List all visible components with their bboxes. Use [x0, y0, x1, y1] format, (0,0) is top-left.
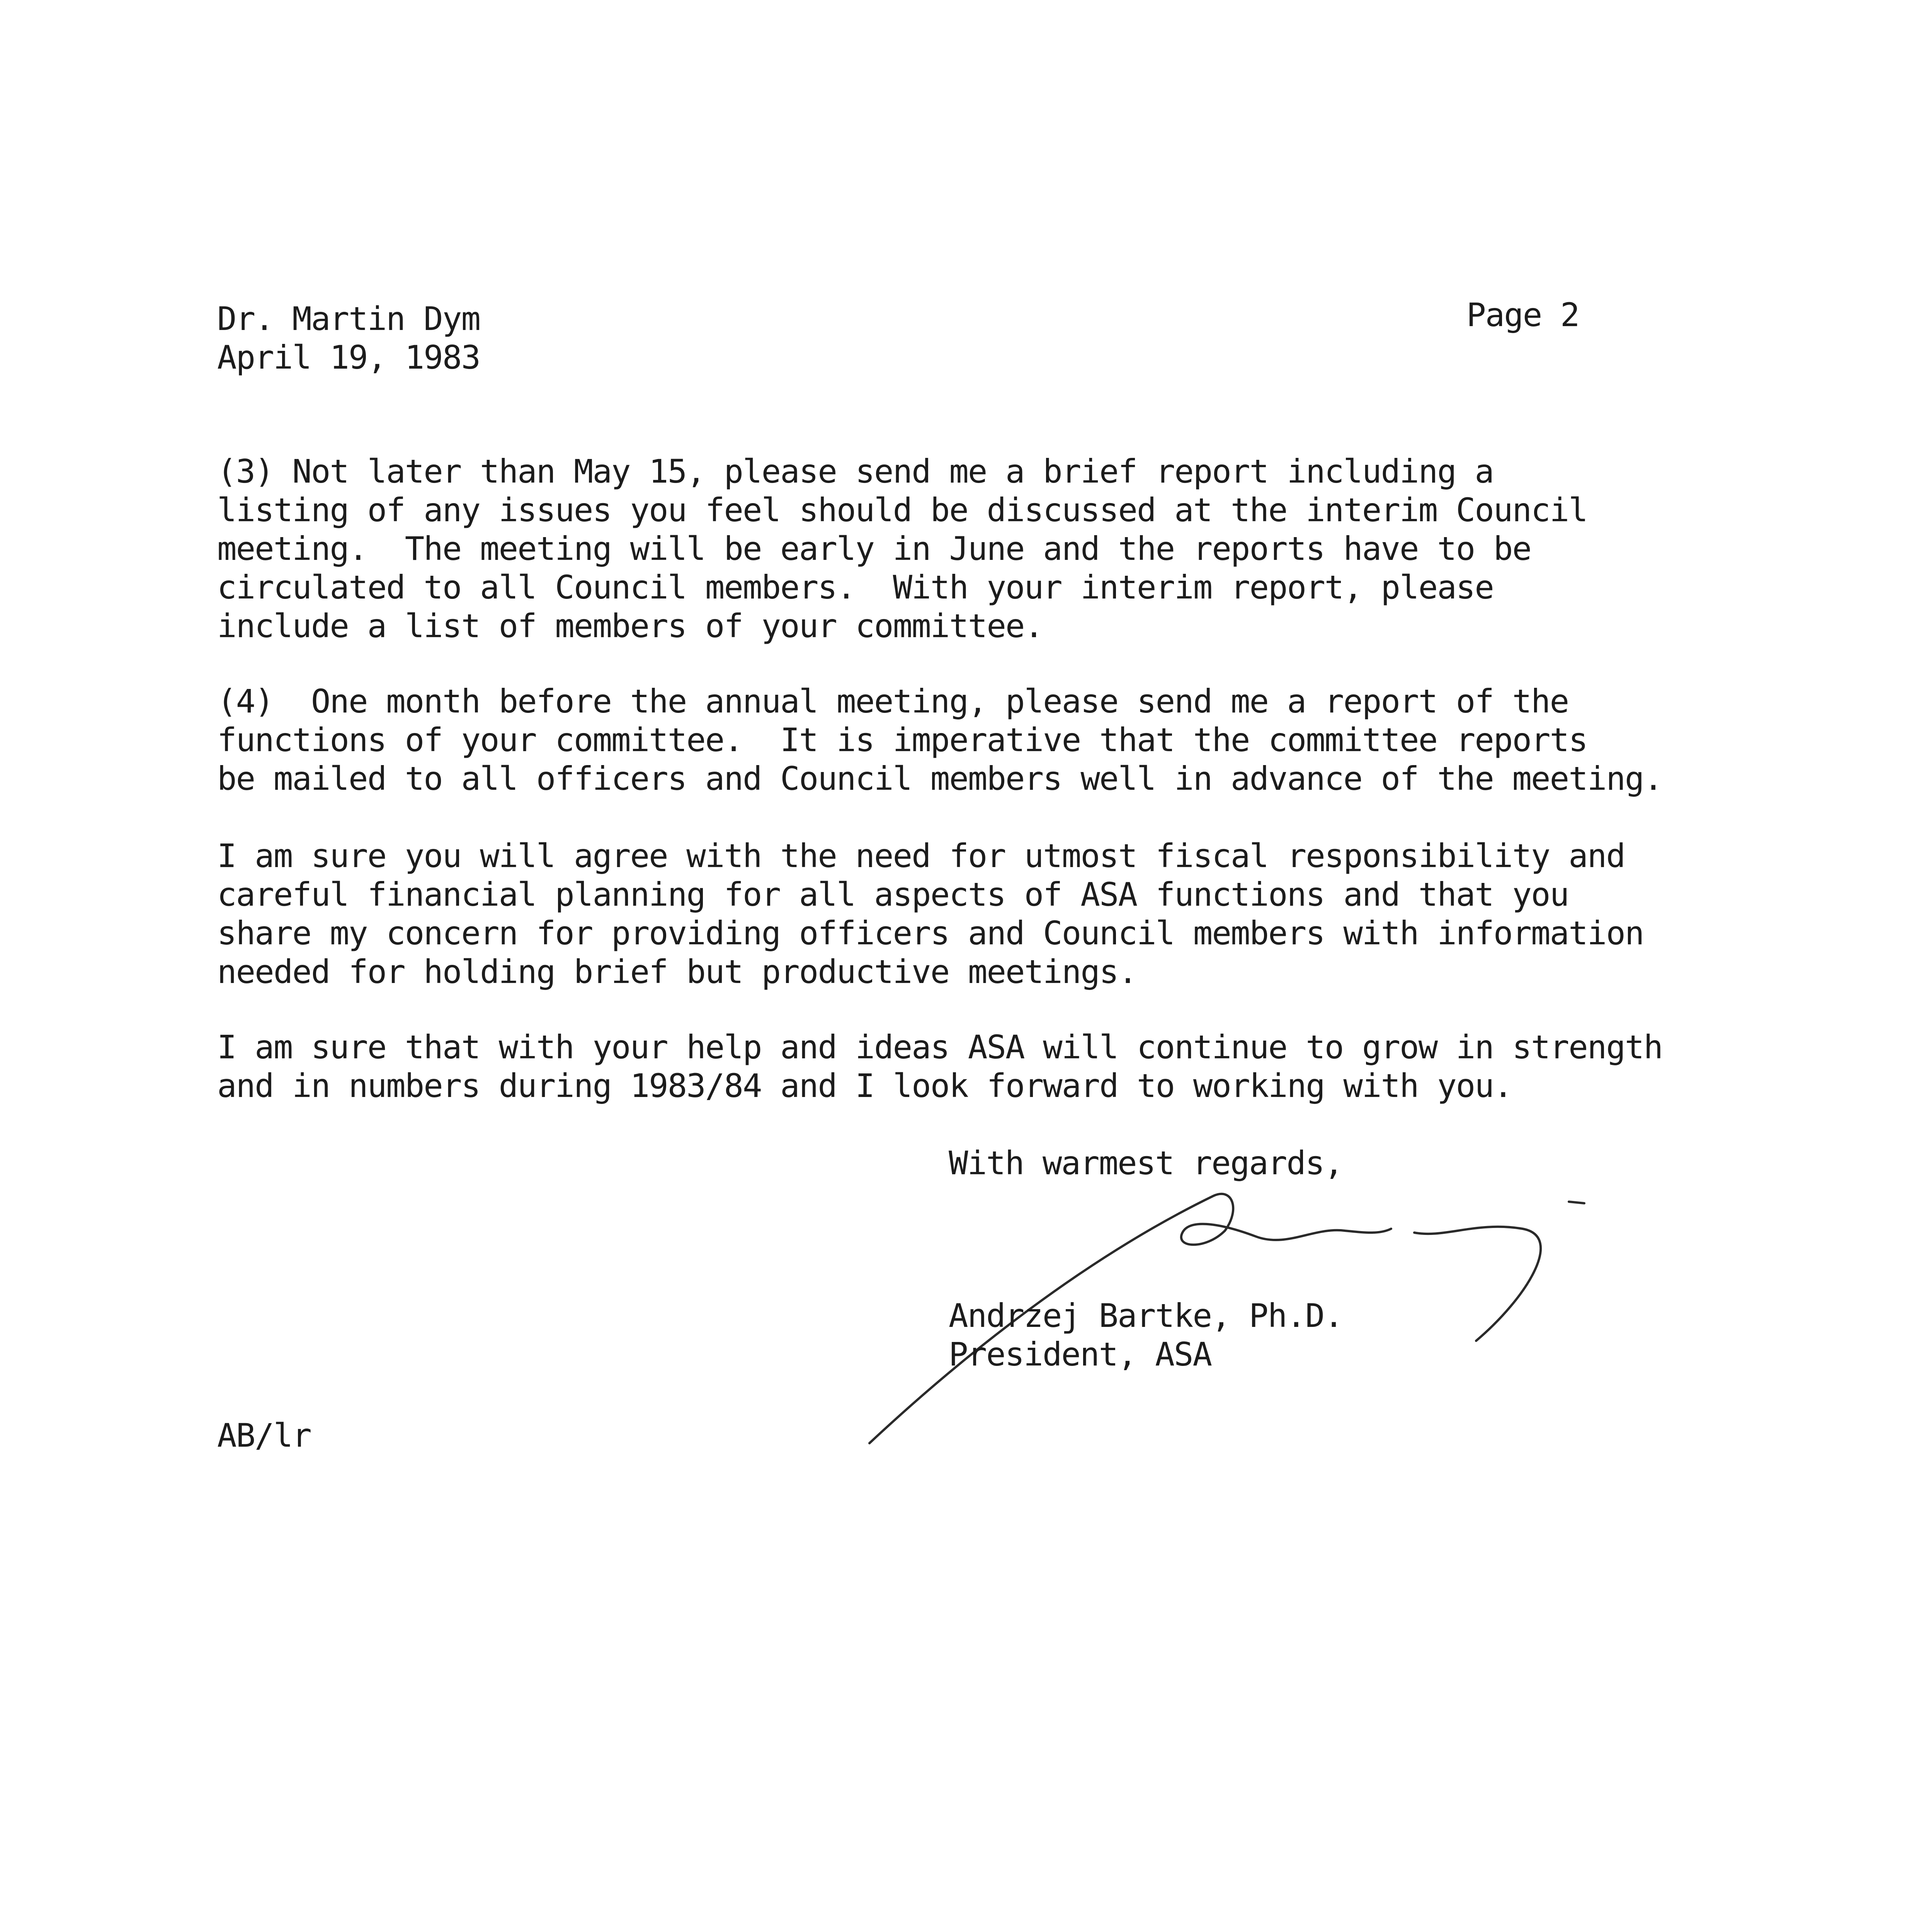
paragraph-4 — [217, 682, 1662, 798]
letter-date: April 19, 1983 — [217, 338, 480, 376]
paragraph-line: careful financial planning for all aspects of ASA functions and that you — [217, 876, 1569, 913]
signer-title: President, ASA — [949, 1335, 1212, 1373]
closing-salutation: With warmest regards, — [949, 1144, 1343, 1182]
paragraph-line: and in numbers during 1983/84 and I look forward to working with you. — [217, 1067, 1512, 1105]
paragraph-line: include a list of members of your committee. — [217, 607, 1043, 645]
paragraph-line: be mailed to all officers and Council members well in advance of the meeting. — [217, 760, 1663, 798]
paragraph-line: functions of your committee. It is imperative that the committee reports — [217, 721, 1587, 759]
paragraph-6 — [217, 1028, 1662, 1105]
paragraph-line: meeting. The meeting will be early in June and the reports have to be — [217, 530, 1531, 568]
paragraph-line: listing of any issues you feel should be discussed at the interim Council — [217, 491, 1587, 529]
paragraph-line: I am sure you will agree with the need for utmost fiscal responsibility and — [217, 837, 1625, 875]
paragraph-line: (4) One month before the annual meeting, please send me a report of the — [217, 682, 1569, 720]
paragraph-5 — [217, 837, 1644, 991]
paragraph-line: (3) Not later than May 15, please send me a brief report including a — [217, 452, 1493, 490]
typist-initials: AB/lr — [217, 1417, 311, 1454]
addressee: Dr. Martin Dym — [217, 300, 480, 338]
paragraph-3 — [217, 452, 1587, 645]
paragraph-line: share my concern for providing officers and Council members with information — [217, 914, 1644, 952]
page-number: Page 2 — [1466, 296, 1579, 334]
paragraph-line: I am sure that with your help and ideas ASA will continue to grow in strength — [217, 1028, 1663, 1066]
paragraph-line: circulated to all Council members. With your interim report, please — [217, 568, 1493, 606]
signer-name: Andrzej Bartke, Ph.D. — [949, 1297, 1343, 1335]
paragraph-line: needed for holding brief but productive meetings. — [217, 953, 1137, 991]
